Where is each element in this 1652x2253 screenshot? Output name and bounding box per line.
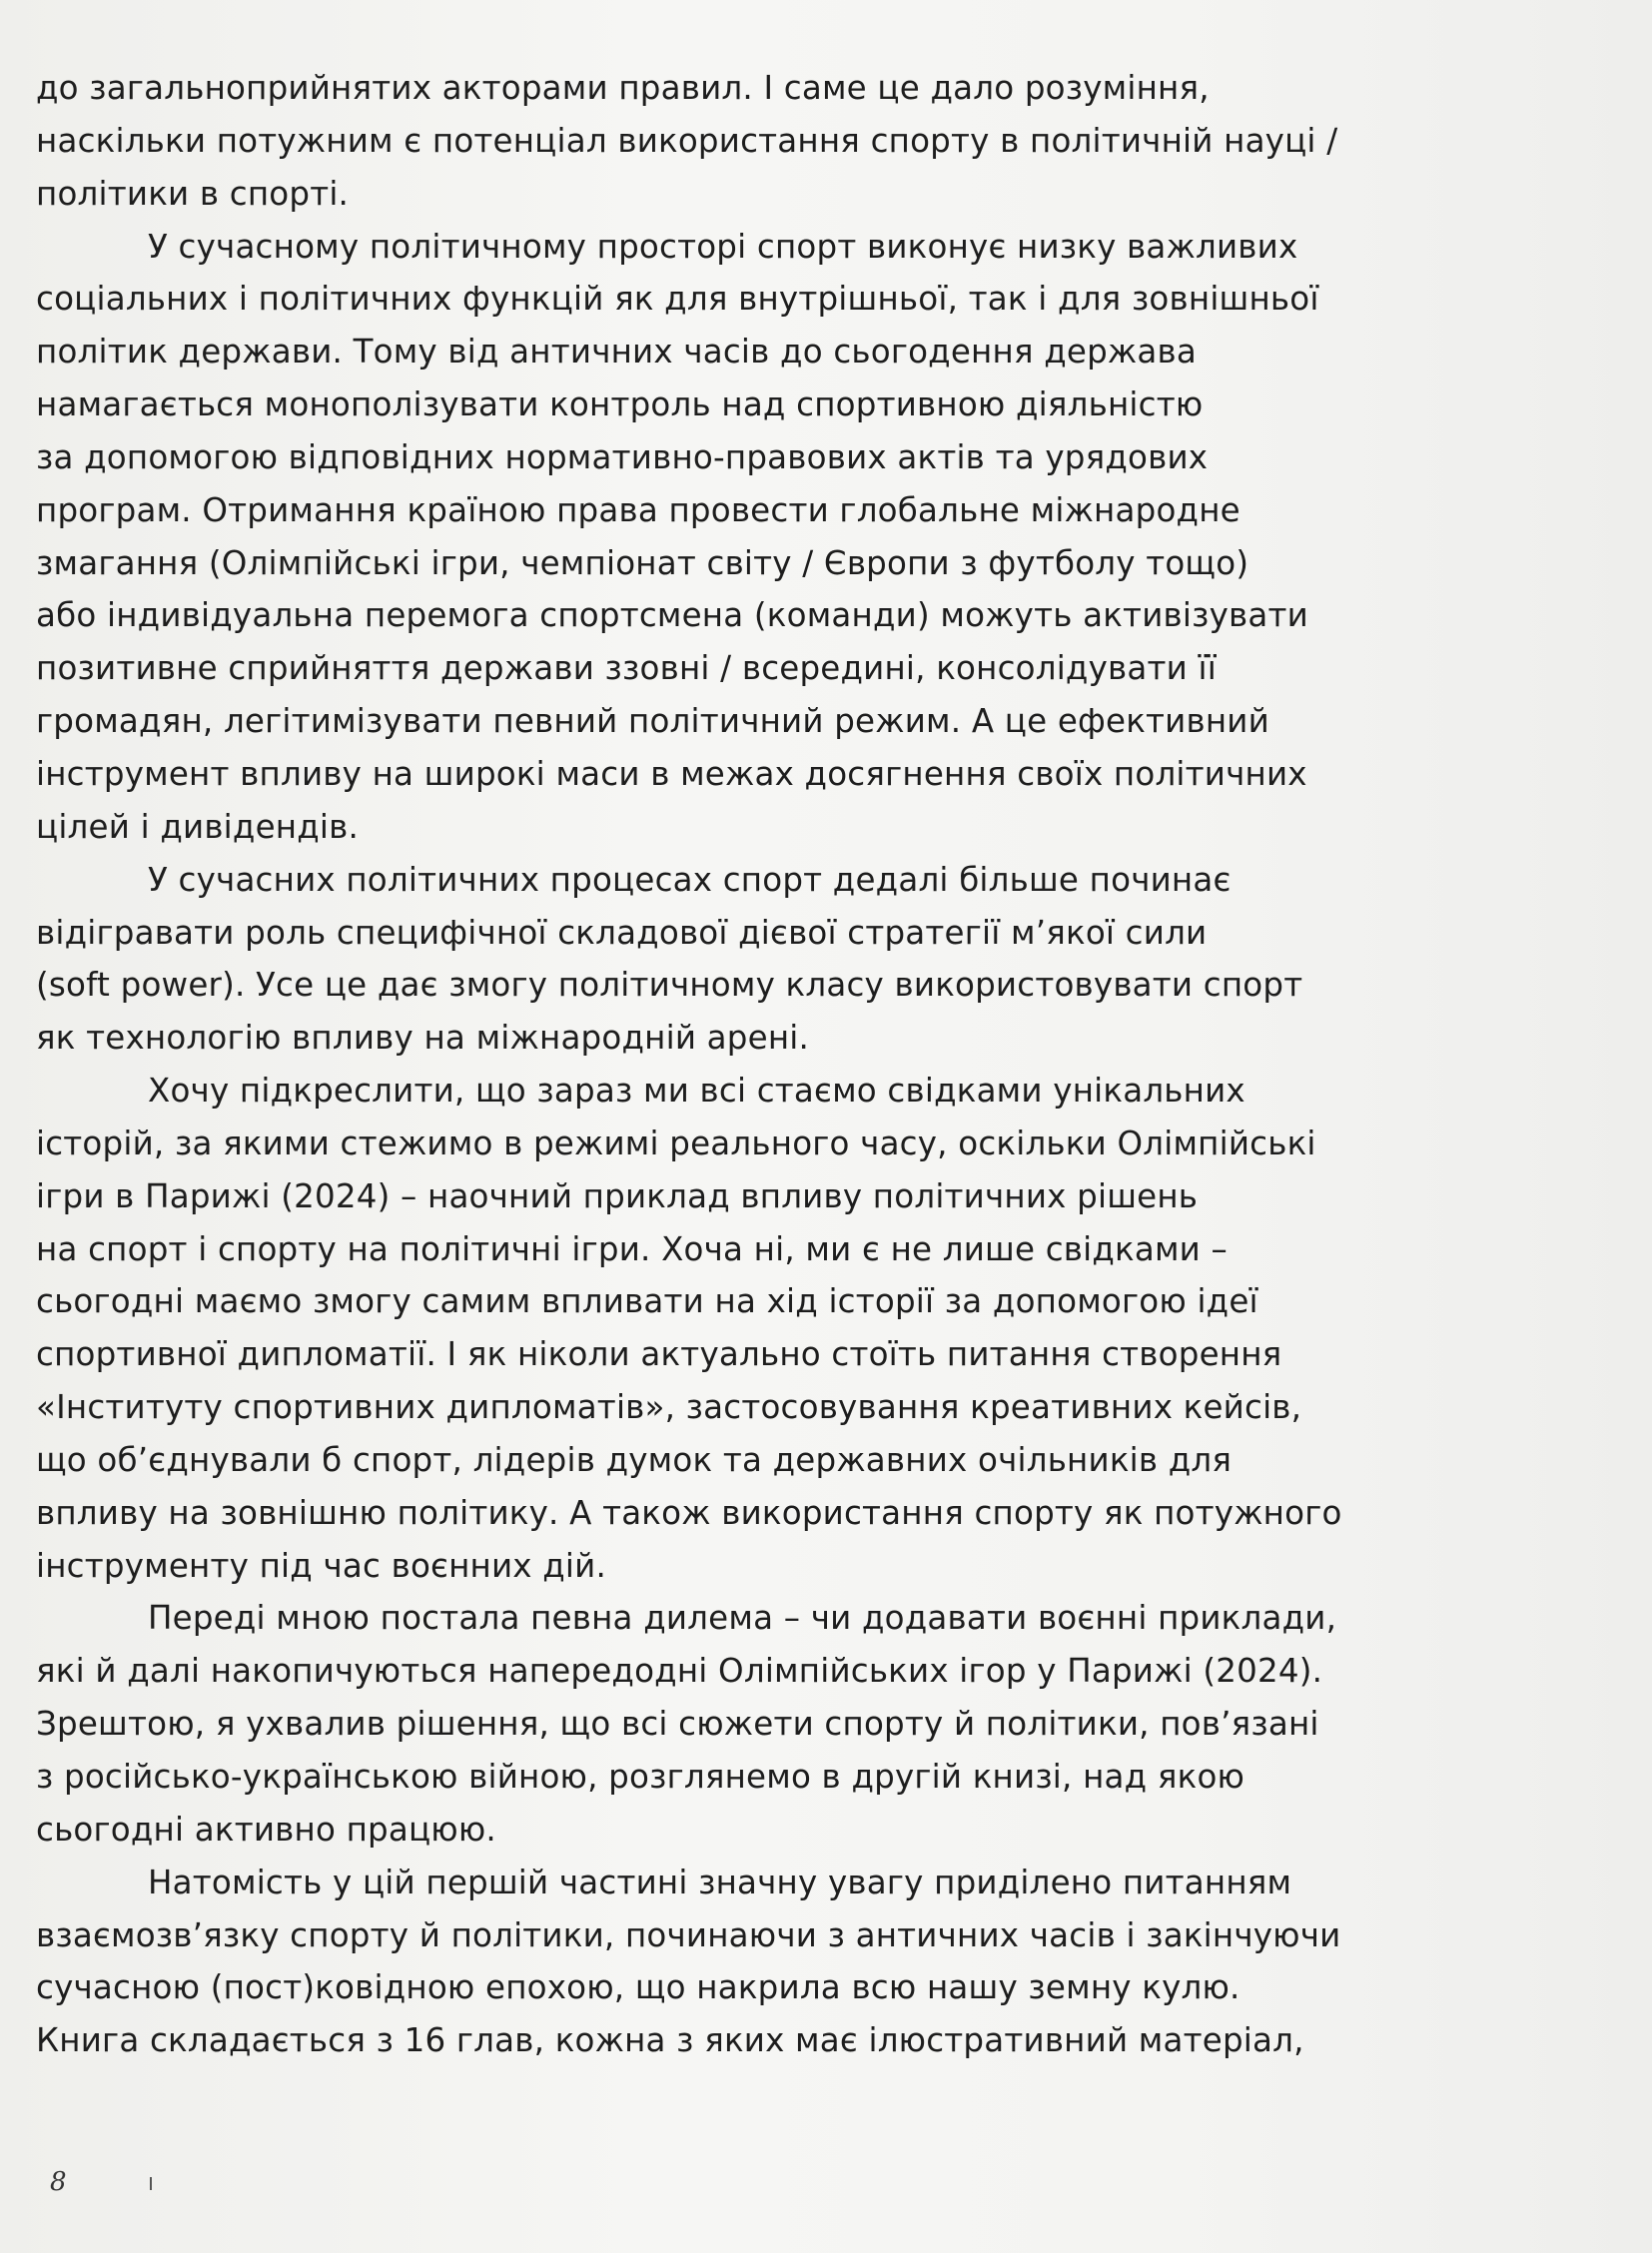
text-line: Зрештою, я ухвалив рішення, що всі сюжети спорту й політики, пов’язані bbox=[36, 1705, 1319, 1744]
text-line: Натомість у цій першій частині значну увагу приділено питанням bbox=[148, 1863, 1292, 1901]
text-line: Книга складається з 16 глав, кожна з яких має ілюстративний матеріал, bbox=[36, 2021, 1304, 2060]
text-line: історій, за якими стежимо в режимі реального часу, оскільки Олімпійські bbox=[36, 1124, 1316, 1162]
text-line: або індивідуальна перемога спортсмена (команди) можуть активізувати bbox=[36, 596, 1308, 635]
text-line: (soft power). Усе це дає змогу політичному класу використовувати спорт bbox=[36, 966, 1303, 1005]
text-line: політики в спорті. bbox=[36, 174, 350, 213]
body-text bbox=[36, 62, 1414, 2067]
text-line: позитивне сприйняття держави ззовні / всередині, консолідувати її bbox=[36, 649, 1217, 688]
text-line: намагається монополізувати контроль над спортивною діяльністю bbox=[36, 385, 1204, 424]
text-line: сьогодні маємо змогу самим впливати на хід історії за допомогою ідеї bbox=[36, 1282, 1258, 1321]
text-line: цілей і дивідендів. bbox=[36, 807, 360, 846]
text-line: ігри в Парижі (2024) – наочний приклад впливу політичних рішень bbox=[36, 1176, 1199, 1215]
text-line: Хочу підкреслити, що зараз ми всі стаємо свідками унікальних bbox=[148, 1072, 1245, 1111]
folio-divider bbox=[150, 2177, 152, 2190]
text-line: «Інституту спортивних дипломатів», застосовування креативних кейсів, bbox=[36, 1388, 1302, 1427]
text-line: що об’єднували б спорт, лідерів думок та державних очільників для bbox=[36, 1440, 1233, 1479]
text-line: інструменту під час воєнних дій. bbox=[36, 1546, 607, 1585]
text-line: впливу на зовнішню політику. А також використання спорту як потужного bbox=[36, 1493, 1342, 1532]
text-line: наскільки потужним є потенціал використання спорту в політичній науці / bbox=[36, 121, 1338, 160]
text-line: сьогодні активно працюю. bbox=[36, 1810, 496, 1849]
text-line: політик держави. Тому від античних часів до сьогодення держава bbox=[36, 333, 1197, 372]
text-line: на спорт і спорту на політичні ігри. Хоча ні, ми є не лише свідками – bbox=[36, 1229, 1228, 1268]
text-line: змагання (Олімпійські ігри, чемпіонат світу / Європи з футболу тощо) bbox=[36, 543, 1249, 582]
text-line: сучасною (пост)ковідною епохою, що накрила всю нашу земну кулю. bbox=[36, 1968, 1240, 2007]
text-line: У сучасних політичних процесах спорт дедалі більше починає bbox=[148, 860, 1232, 899]
text-line: У сучасному політичному просторі спорт виконує низку важливих bbox=[148, 227, 1298, 266]
text-line: відігравати роль специфічної складової дієвої стратегії м’якої сили bbox=[36, 913, 1208, 952]
text-line: інструмент впливу на широкі маси в межах досягнення своїх політичних bbox=[36, 754, 1307, 793]
text-line: до загальноприйнятих акторами правил. І саме це дало розуміння, bbox=[36, 69, 1210, 107]
text-line: громадян, легітимізувати певний політичний режим. А це ефективний bbox=[36, 702, 1269, 741]
text-line: які й далі накопичуються напередодні Олімпійських ігор у Парижі (2024). bbox=[36, 1652, 1323, 1691]
text-line: програм. Отримання країною права провести глобальне міжнародне bbox=[36, 490, 1240, 529]
text-line: взаємозв’язку спорту й політики, починаючи з античних часів і закінчуючи bbox=[36, 1915, 1341, 1954]
text-line: з російсько-українською війною, розглянемо в другій книзі, над якою bbox=[36, 1758, 1245, 1796]
text-line: за допомогою відповідних нормативно-правових актів та урядових bbox=[36, 437, 1209, 476]
text-line: Переді мною постала певна дилема – чи додавати воєнні приклади, bbox=[148, 1599, 1337, 1638]
text-line: спортивної дипломатії. І як ніколи актуально стоїть питання створення bbox=[36, 1335, 1282, 1374]
text-line: як технологію впливу на міжнародній арені. bbox=[36, 1019, 810, 1058]
page-number: 8 bbox=[50, 2167, 67, 2197]
text-line: соціальних і політичних функцій як для внутрішньої, так і для зовнішньої bbox=[36, 280, 1319, 319]
